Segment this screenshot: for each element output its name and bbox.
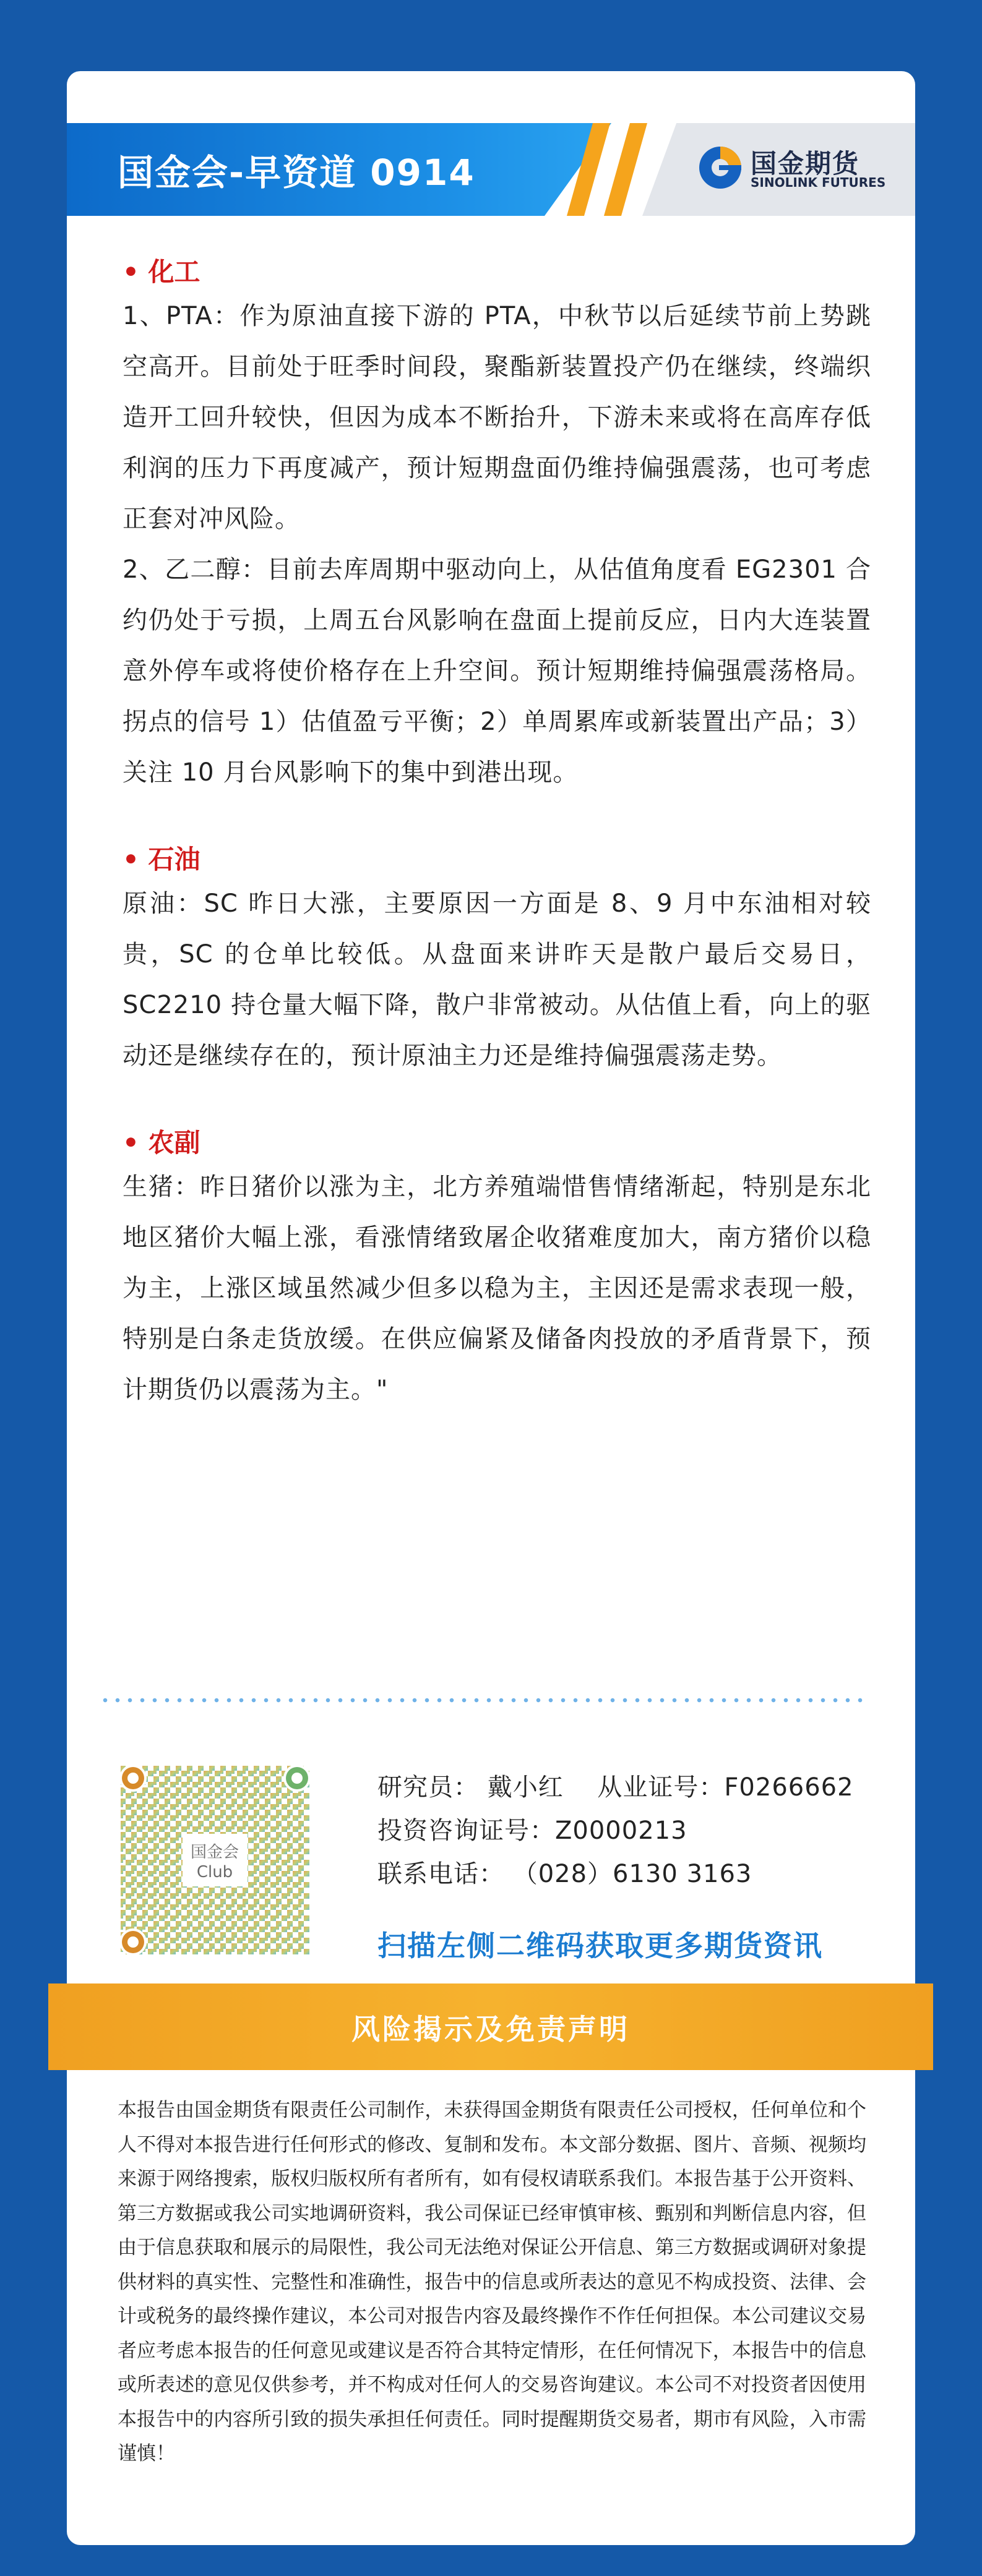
scan-qr-prompt: 扫描左侧二维码获取更多期货资讯	[377, 1929, 823, 1962]
paragraph-crude: 原油：SC 昨日大涨，主要原因一方面是 8、9 月中东油相对较贵，SC 的仓单比较低。从盘面来讲昨天是散户最后交易日，SC2210 持仓量大幅下降，散户非常被动。从估值上看，向上的驱动还是继续存在的，预计原油主力还是维持偏强震荡走势。	[123, 889, 871, 1070]
section-title-chemical: • 化工	[123, 257, 200, 287]
dotted-divider	[99, 1698, 866, 1703]
section-title-agri: • 农副	[123, 1128, 200, 1158]
paragraph-pta: 1、PTA：作为原油直接下游的 PTA，中秋节以后延续节前上势跳空高开。目前处于旺季时间段，聚酯新装置投产仍在继续，终端织造开工回升较快，但因为成本不断抬升，下游未来或将在高库存低利润的压力下再度减产，预计短期盘面仍维持偏强震荡，也可考虑正套对冲风险。	[123, 302, 871, 533]
page-title: 国金会-早资道 0914	[118, 152, 475, 194]
qr-label-2: Club	[196, 1863, 233, 1881]
risk-title: 风险揭示及免责声明	[351, 2013, 630, 2046]
report-content	[123, 254, 871, 1415]
researcher-info: 研究员： 戴小红 从业证号：F0266662	[377, 1773, 854, 1802]
paragraph-hog: 生猪：昨日猪价以涨为主，北方养殖端惜售情绪渐起，特别是东北地区猪价大幅上涨，看涨情绪致屠企收猪难度加大，南方猪价以稳为主，上涨区域虽然减少但多以稳为主，主因还是需求表现一般，特别是白条走货放缓。在供应偏紧及储备肉投放的矛盾背景下，预计期货仍以震荡为主。"	[123, 1173, 871, 1404]
sinolink-logo-icon	[697, 144, 744, 191]
risk-banner	[48, 1983, 933, 2070]
logo-name-cn: 国金期货	[751, 148, 860, 179]
paragraph-eg: 2、乙二醇：目前去库周期中驱动向上，从估值角度看 EG2301 合约仍处于亏损，上周五台风影响在盘面上提前反应，日内大连装置意外停车或将使价格存在上升空间。预计短期维持偏强震荡格局。拐点的信号 1）估值盈亏平衡；2）单周累库或新装置出产品；3）关注 10 月台风影响下的集中到港出现。	[123, 555, 871, 787]
license-info: 投资咨询证号：Z0000213	[377, 1816, 687, 1845]
logo-name-en: SINOLINK FUTURES	[751, 175, 886, 190]
disclaimer-text: 本报告由国金期货有限责任公司制作，未获得国金期货有限责任公司授权，任何单位和个人不得对本报告进行任何形式的修改、复制和发布。本文部分数据、图片、音频、视频均来源于网络搜索，版权归版权所有者所有，如有侵权请联系我们。本报告基于公开资料、第三方数据或我公司实地调研资料，我公司保证已经审慎审核、甄别和判断信息内容，但由于信息获取和展示的局限性，我公司无法绝对保证公开信息、第三方数据或调研对象提供材料的真实性、完整性和准确性，报告中的信息或所表达的意见不构成投资、法律、会计或税务的最终操作建议，本公司对报告内容及最终操作不作任何担保。本公司建议交易者应考虑本报告的任何意见或建议是否符合其特定情形，在任何情况下，本报告中的信息或所表述的意见仅供参考，并不构成对任何人的交易咨询建议。本公司不对投资者因使用本报告中的内容所引致的损失承担任何责任。同时提醒期货交易者，期市有风险，入市需谨慎！	[118, 2099, 866, 2465]
phone-info: 联系电话： （028）6130 3163	[377, 1860, 752, 1888]
qr-code-icon[interactable]	[114, 1760, 316, 1961]
qr-label-1: 国金会	[190, 1843, 239, 1862]
section-title-oil: • 石油	[123, 844, 200, 875]
orange-stripe-2	[604, 123, 647, 216]
